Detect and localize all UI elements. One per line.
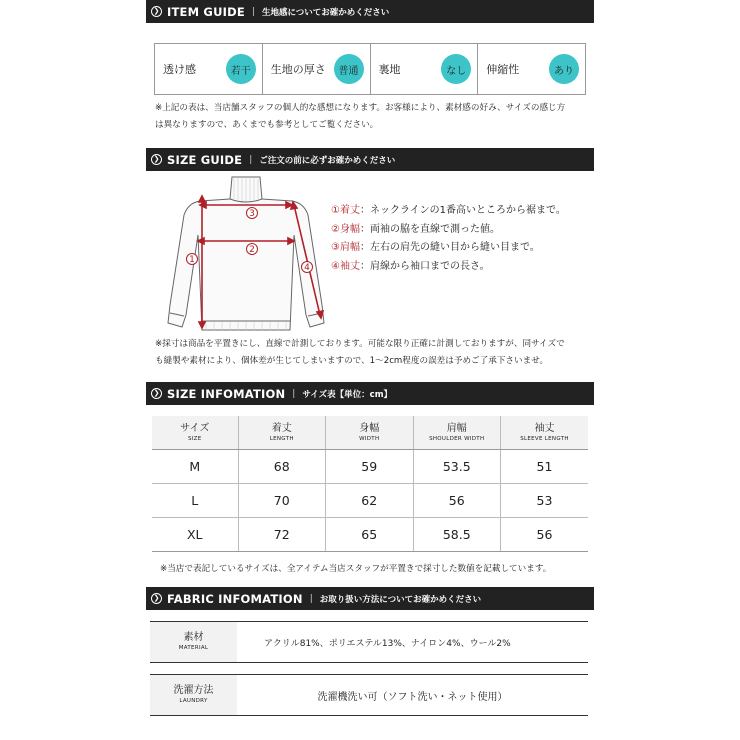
width-cell: 62 — [326, 484, 414, 518]
item-guide-header — [146, 0, 594, 23]
size-info-title: SIZE INFOMATION — [167, 386, 286, 401]
shoulder-cell: 58.5 — [413, 518, 501, 552]
length-cell: 72 — [238, 518, 326, 552]
table-row — [152, 484, 588, 518]
shoulder-cell: 56 — [413, 484, 501, 518]
guide-cell-transparency — [155, 44, 263, 94]
size-table-header-row — [152, 416, 588, 450]
note-line: も縫製や素材により、個体差が生じてしまいますので、1～2cm程度の誤差は予めご了承下さいませ。 — [155, 356, 549, 366]
header-cell: 身幅 WIDTH — [326, 416, 414, 450]
fabric-info-subtitle: お取り扱い方法についてお確かめください — [319, 594, 482, 605]
legend-item: ②身幅：両袖の脇を直線で測った値。 — [331, 223, 500, 235]
sleeve-cell: 51 — [501, 450, 589, 484]
table-row — [152, 450, 588, 484]
size-info-note: ※当店で表記しているサイズは、全アイテム当店スタッフが平置きで採寸した数値を記載しています。 — [160, 564, 552, 574]
chevron-circle-icon: ❯ — [151, 593, 162, 604]
header-separator: | — [309, 593, 313, 604]
marker-1: 1 — [189, 255, 195, 265]
header-separator: | — [249, 154, 253, 165]
laundry-value: 洗濯機洗い可（ソフト洗い・ネット使用） — [317, 691, 508, 703]
material-value: アクリル81%、ポリエステル13%、ナイロン4%、ウール2% — [264, 638, 511, 649]
size-info-subtitle: サイズ表【単位：cm】 — [302, 389, 393, 400]
legend-item: ③肩幅：左右の肩先の縫い目から縫い目まで。 — [331, 242, 540, 253]
note-line: は異なりますので、あくまでも参考としてご覧ください。 — [155, 120, 379, 130]
marker-2: 2 — [249, 245, 255, 255]
chevron-circle-icon: ❯ — [151, 388, 162, 399]
guide-label: 透け感 — [163, 63, 196, 76]
size-cell: L — [152, 484, 238, 518]
sleeve-cell: 53 — [501, 484, 589, 518]
chevron-circle-icon: ❯ — [151, 6, 162, 17]
note-line: ※上記の表は、当店舗スタッフの個人的な感想になります。お客様により、素材感の好み、サイズの感じ方 — [155, 103, 566, 113]
item-guide-subtitle: 生地感についてお確かめください — [261, 7, 390, 18]
header-separator: | — [292, 388, 296, 399]
length-cell: 70 — [238, 484, 326, 518]
header-cell: サイズ SIZE — [152, 416, 238, 450]
guide-badge: 普通 — [334, 54, 364, 84]
guide-label: 生地の厚さ — [270, 63, 326, 76]
laundry-label: 洗濯方法 LAUNDRY — [150, 675, 237, 715]
table-row — [152, 518, 588, 552]
marker-4: 4 — [304, 263, 310, 273]
item-guide-title: ITEM GUIDE — [167, 4, 245, 19]
marker-3: 3 — [249, 209, 255, 219]
guide-label: 伸縮性 — [486, 63, 520, 76]
size-legend — [331, 202, 566, 276]
size-guide-header — [146, 148, 594, 171]
laundry-row — [150, 674, 588, 716]
legend-item: ①着丈：ネックラインの1番高いところから裾まで。 — [331, 205, 566, 216]
guide-badge: なし — [441, 54, 471, 84]
chevron-circle-icon: ❯ — [151, 154, 162, 165]
header-cell: 袖丈 SLEEVE LENGTH — [501, 416, 589, 450]
item-guide-note — [155, 100, 595, 134]
size-guide-note — [155, 336, 595, 370]
size-table — [152, 416, 588, 552]
fabric-info-header — [146, 587, 594, 610]
size-guide-title: SIZE GUIDE — [167, 152, 243, 167]
guide-cell-lining — [371, 44, 479, 94]
size-cell: XL — [152, 518, 238, 552]
size-cell: M — [152, 450, 238, 484]
note-line: ※採寸は商品を平置きにし、直線で計測しております。可能な限り正確に計測しておりますが、同サイズで — [155, 339, 565, 349]
guide-badge: 若干 — [226, 54, 256, 84]
material-label: 素材 MATERIAL — [150, 622, 237, 662]
sleeve-cell: 56 — [501, 518, 589, 552]
header-cell: 肩幅 SHOULDER WIDTH — [413, 416, 501, 450]
guide-cell-thickness — [263, 44, 371, 94]
length-cell: 68 — [238, 450, 326, 484]
size-guide-subtitle: ご注文の前に必ずお確かめください — [259, 155, 396, 166]
width-cell: 65 — [326, 518, 414, 552]
size-info-header — [146, 382, 594, 405]
legend-item: ④袖丈：肩線から袖口までの長さ。 — [331, 260, 490, 272]
guide-label: 裏地 — [378, 63, 401, 76]
item-guide-table — [154, 43, 586, 95]
guide-cell-stretch — [478, 44, 585, 94]
material-row — [150, 621, 588, 663]
fabric-info-title: FABRIC INFOMATION — [167, 591, 303, 606]
sweater-diagram — [160, 175, 340, 335]
width-cell: 59 — [326, 450, 414, 484]
header-cell: 着丈 LENGTH — [238, 416, 326, 450]
header-separator: | — [251, 6, 255, 17]
guide-badge: あり — [549, 54, 579, 84]
shoulder-cell: 53.5 — [413, 450, 501, 484]
